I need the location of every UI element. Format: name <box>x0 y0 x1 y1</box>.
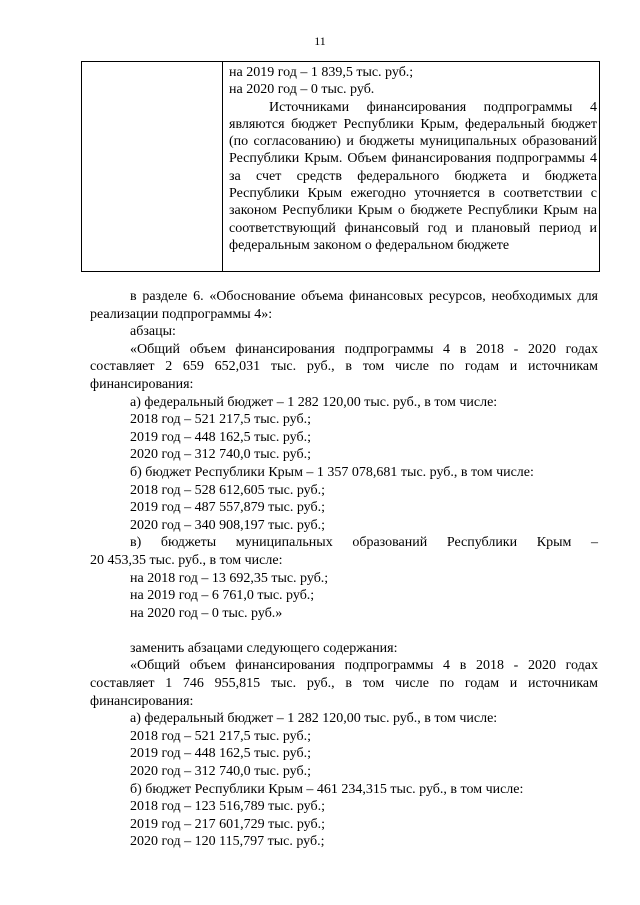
funding-table <box>81 61 600 272</box>
old-rk-header: б) бюджет Республики Крым – 1 357 078,681 тыс. руб., в том числе: <box>130 464 534 480</box>
new-rk-2020: 2020 год – 120 115,797 тыс. руб.; <box>130 834 325 850</box>
new-total-paragraph: «Общий объем финансирования подпрограммы 4 в 2018 - 2020 годах составляет 1 746 955,815 тыс. руб., в том числе по годам и источникам финансирования: <box>90 658 598 709</box>
page-number: 11 <box>314 34 326 48</box>
old-fed-2019: 2019 год – 448 162,5 тыс. руб.; <box>130 429 311 445</box>
section-intro: в разделе 6. «Обоснование объема финансовых ресурсов, необходимых для реализации подпрограммы 4»: <box>90 289 598 322</box>
funding-line-2020: на 2020 год – 0 тыс. руб. <box>229 82 375 98</box>
table-right-cell <box>229 64 597 254</box>
old-mun-2018: на 2018 год – 13 692,35 тыс. руб.; <box>130 570 329 586</box>
old-mun-header-line1: в) бюджеты муниципальных образований Республики Крым – <box>130 535 598 551</box>
paragraph-gap <box>90 622 598 640</box>
new-rk-2019: 2019 год – 217 601,729 тыс. руб.; <box>130 816 325 832</box>
old-fed-header: а) федеральный бюджет – 1 282 120,00 тыс. руб., в том числе: <box>130 394 498 410</box>
old-mun-header-line2: 20 453,35 тыс. руб., в том числе: <box>90 552 283 568</box>
old-mun-2019: на 2019 год – 6 761,0 тыс. руб.; <box>130 588 315 604</box>
new-rk-2018: 2018 год – 123 516,789 тыс. руб.; <box>130 799 325 815</box>
old-fed-2020: 2020 год – 312 740,0 тыс. руб.; <box>130 447 311 463</box>
table-left-cell <box>82 62 223 271</box>
abzatsy-label: абзацы: <box>130 324 176 340</box>
new-fed-2018: 2018 год – 521 217,5 тыс. руб.; <box>130 728 311 744</box>
old-total-paragraph: «Общий объем финансирования подпрограммы 4 в 2018 - 2020 годах составляет 2 659 652,031 тыс. руб., в том числе по годам и источникам финансирования: <box>90 341 598 392</box>
old-rk-2019: 2019 год – 487 557,879 тыс. руб.; <box>130 500 325 516</box>
funding-sources-paragraph: Источниками финансирования подпрограммы 4 являются бюджет Республики Крым, федеральный бюджет (по согласованию) и бюджеты муниципальных образований Республики Крым. Объем финансирования подпрограммы 4 за счет средств федерального бюджета и бюджета Республики Крым ежегодно уточняется в соответствии с законом Республики Крым о бюджете Республики Крым на соответствующий финансовый год и плановый период и федеральным законом о федеральном бюджете <box>229 99 597 253</box>
old-fed-2018: 2018 год – 521 217,5 тыс. руб.; <box>130 412 311 428</box>
new-fed-2019: 2019 год – 448 162,5 тыс. руб.; <box>130 746 311 762</box>
new-rk-header: б) бюджет Республики Крым – 461 234,315 тыс. руб., в том числе: <box>130 781 524 797</box>
old-mun-2020: на 2020 год – 0 тыс. руб.» <box>130 605 283 621</box>
new-fed-header: а) федеральный бюджет – 1 282 120,00 тыс. руб., в том числе: <box>130 711 498 727</box>
replace-intro: заменить абзацами следующего содержания: <box>130 640 398 656</box>
document-body <box>90 288 598 851</box>
funding-line-2019: на 2019 год – 1 839,5 тыс. руб.; <box>229 65 414 80</box>
old-rk-2020: 2020 год – 340 908,197 тыс. руб.; <box>130 517 325 533</box>
old-rk-2018: 2018 год – 528 612,605 тыс. руб.; <box>130 482 325 498</box>
new-fed-2020: 2020 год – 312 740,0 тыс. руб.; <box>130 764 311 780</box>
